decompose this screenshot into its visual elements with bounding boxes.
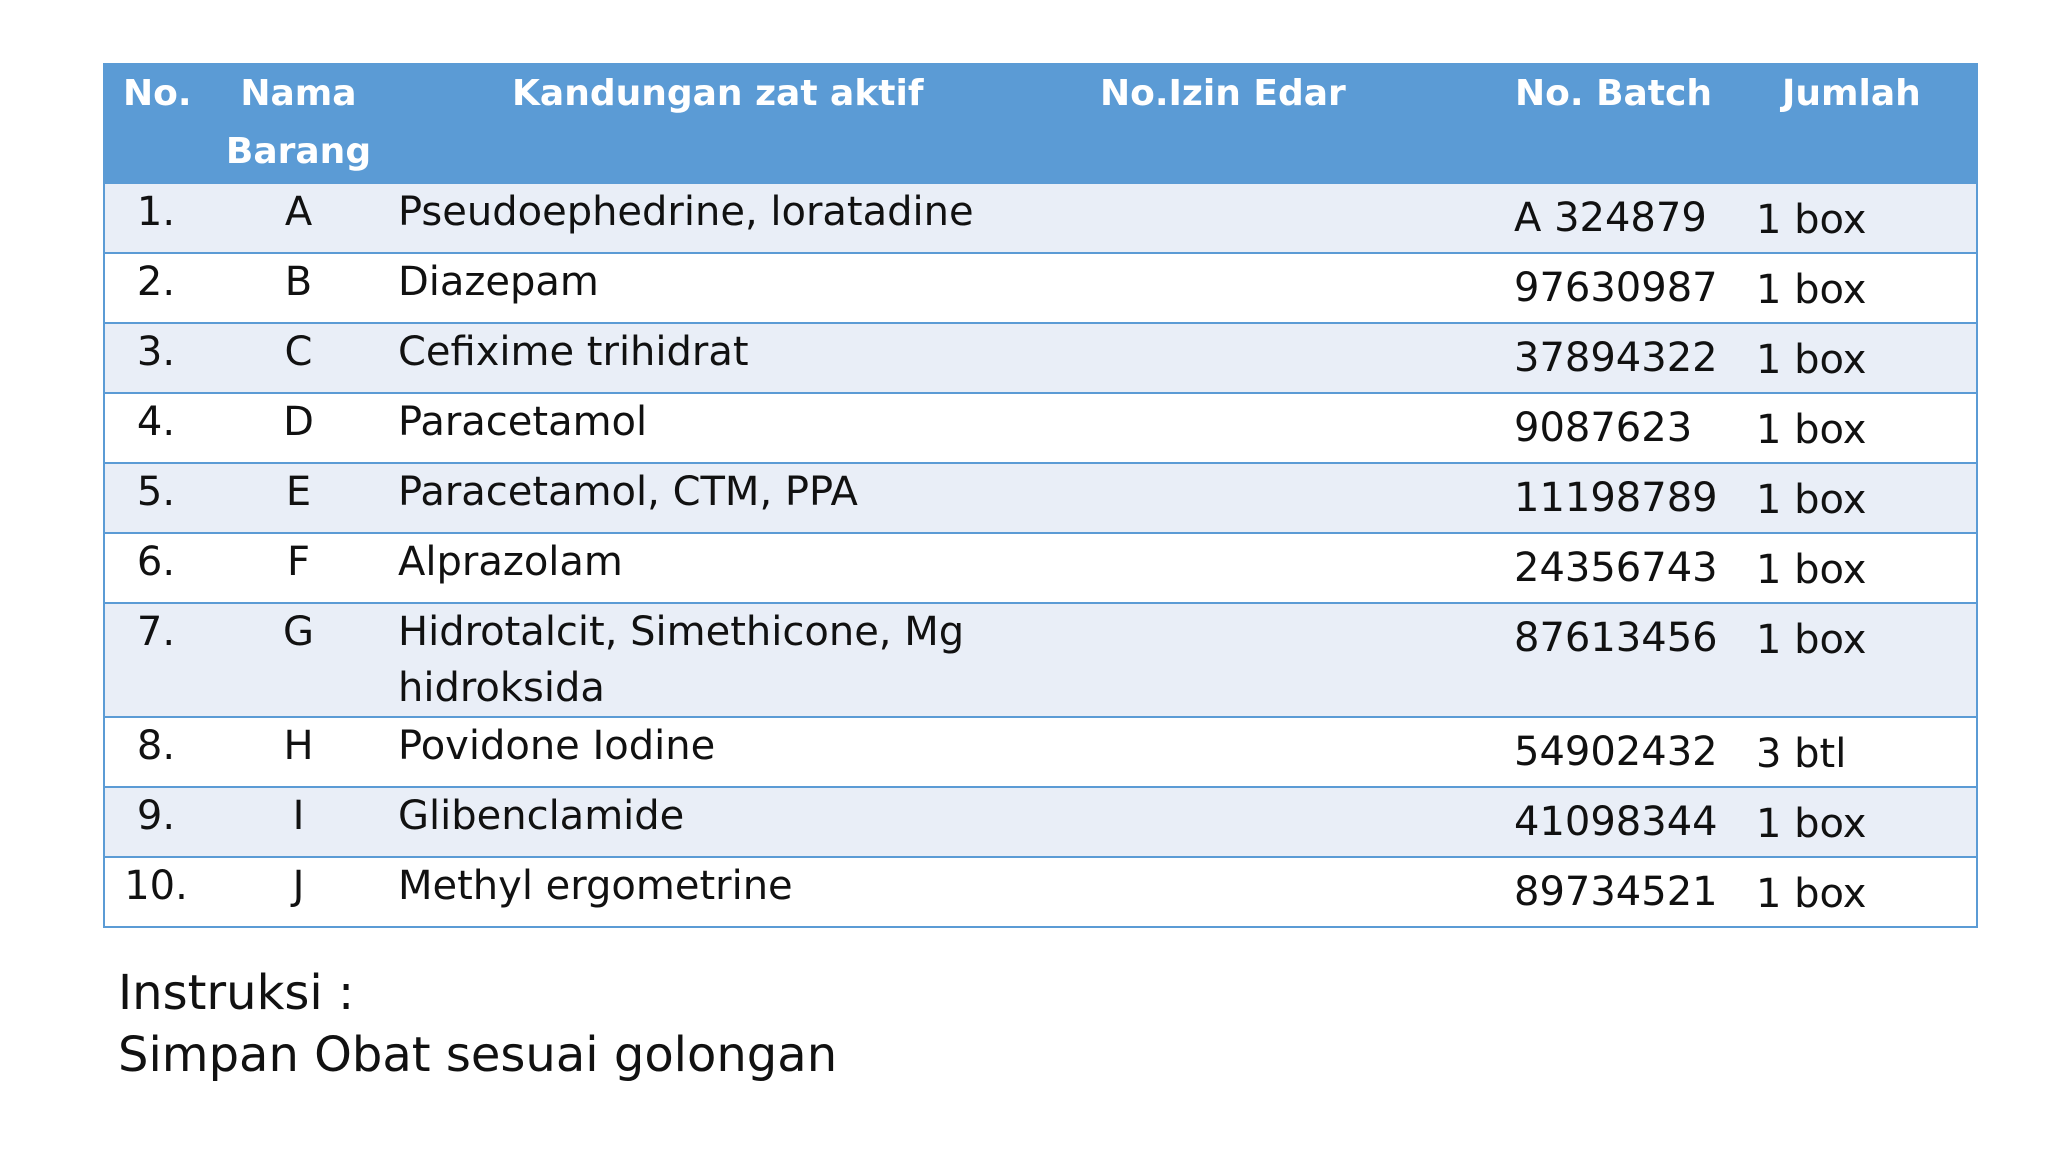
cell-batch: A 324879 [1514,195,1707,241]
cell-batch: 24356743 [1514,545,1718,591]
cell-jumlah: 1 box [1756,617,1867,663]
header-nama-line1: Nama [240,73,357,114]
cell-no: 2. [136,259,176,305]
header-kandungan: Kandungan zat aktif [512,73,924,114]
table-row [104,603,1977,717]
cell-no: 1. [136,189,176,235]
table-row [104,323,1977,393]
cell-izin [1075,857,1491,927]
cell-izin [1075,183,1491,253]
cell-no: 6. [136,539,176,585]
cell-kandungan: Diazepam [398,259,599,305]
cell-jumlah: 1 box [1756,267,1867,313]
cell-batch: 41098344 [1514,799,1718,845]
cell-jumlah: 1 box [1756,547,1867,593]
header-nama-line2: Barang [225,131,372,172]
cell-no: 3. [136,329,176,375]
cell-izin [1075,393,1491,463]
cell-izin [1075,253,1491,323]
cell-batch: 37894322 [1514,335,1718,381]
cell-no: 8. [136,723,176,769]
cell-izin [1075,463,1491,533]
cell-no: 5. [136,469,176,515]
cell-izin [1075,717,1491,787]
cell-jumlah: 1 box [1756,337,1867,383]
cell-nama: E [285,469,312,515]
header-izin-edar: No.Izin Edar [1100,73,1346,114]
table-row [104,253,1977,323]
cell-batch: 11198789 [1514,475,1718,521]
cell-jumlah: 1 box [1756,407,1867,453]
cell-nama: J [292,863,305,909]
cell-jumlah: 3 btl [1756,731,1847,777]
cell-kandungan: Cefixime trihidrat [398,329,749,375]
table-row [104,787,1977,857]
cell-jumlah: 1 box [1756,477,1867,523]
table-row [104,463,1977,533]
cell-no: 7. [136,609,176,655]
header-no: No. [123,73,192,114]
cell-jumlah: 1 box [1756,197,1867,243]
cell-nama: C [284,329,313,375]
cell-no: 4. [136,399,176,445]
cell-batch: 89734521 [1514,869,1718,915]
instructions-block [118,962,837,1086]
cell-jumlah: 1 box [1756,801,1867,847]
cell-batch: 54902432 [1514,729,1718,775]
cell-kandungan: Alprazolam [398,539,623,585]
cell-kandungan: Methyl ergometrine [398,863,793,909]
table-row [104,183,1977,253]
table-header-row [104,64,1977,183]
cell-nama: I [292,793,305,839]
cell-no: 10. [124,863,188,909]
drug-inventory-table [103,63,1978,928]
cell-nama: A [284,189,313,235]
cell-kandungan: Povidone Iodine [398,723,716,769]
cell-batch: 9087623 [1514,405,1693,451]
table-row [104,393,1977,463]
cell-kandungan: Hidrotalcit, Simethicone, Mg hidroksida [398,609,965,711]
cell-batch: 87613456 [1514,615,1718,661]
cell-izin [1075,323,1491,393]
cell-jumlah: 1 box [1756,871,1867,917]
cell-nama: D [283,399,314,445]
cell-nama: F [286,539,310,585]
cell-nama: B [284,259,313,305]
cell-kandungan: Paracetamol [398,399,648,445]
table-row [104,857,1977,927]
instructions-text: Simpan Obat sesuai golongan [118,1027,838,1083]
cell-izin [1075,533,1491,603]
header-batch: No. Batch [1515,73,1712,114]
cell-kandungan: Pseudoephedrine, loratadine [398,189,974,235]
cell-izin [1075,787,1491,857]
cell-izin [1075,603,1491,717]
header-nama-barang [207,64,390,183]
instructions-heading: Instruksi : [118,965,355,1021]
cell-no: 9. [136,793,176,839]
table-row [104,717,1977,787]
cell-nama: G [283,609,314,655]
cell-kandungan: Paracetamol, CTM, PPA [398,469,858,515]
header-jumlah: Jumlah [1782,73,1921,114]
cell-batch: 97630987 [1514,265,1718,311]
cell-nama: H [283,723,314,769]
table-row [104,533,1977,603]
cell-kandungan: Glibenclamide [398,793,685,839]
